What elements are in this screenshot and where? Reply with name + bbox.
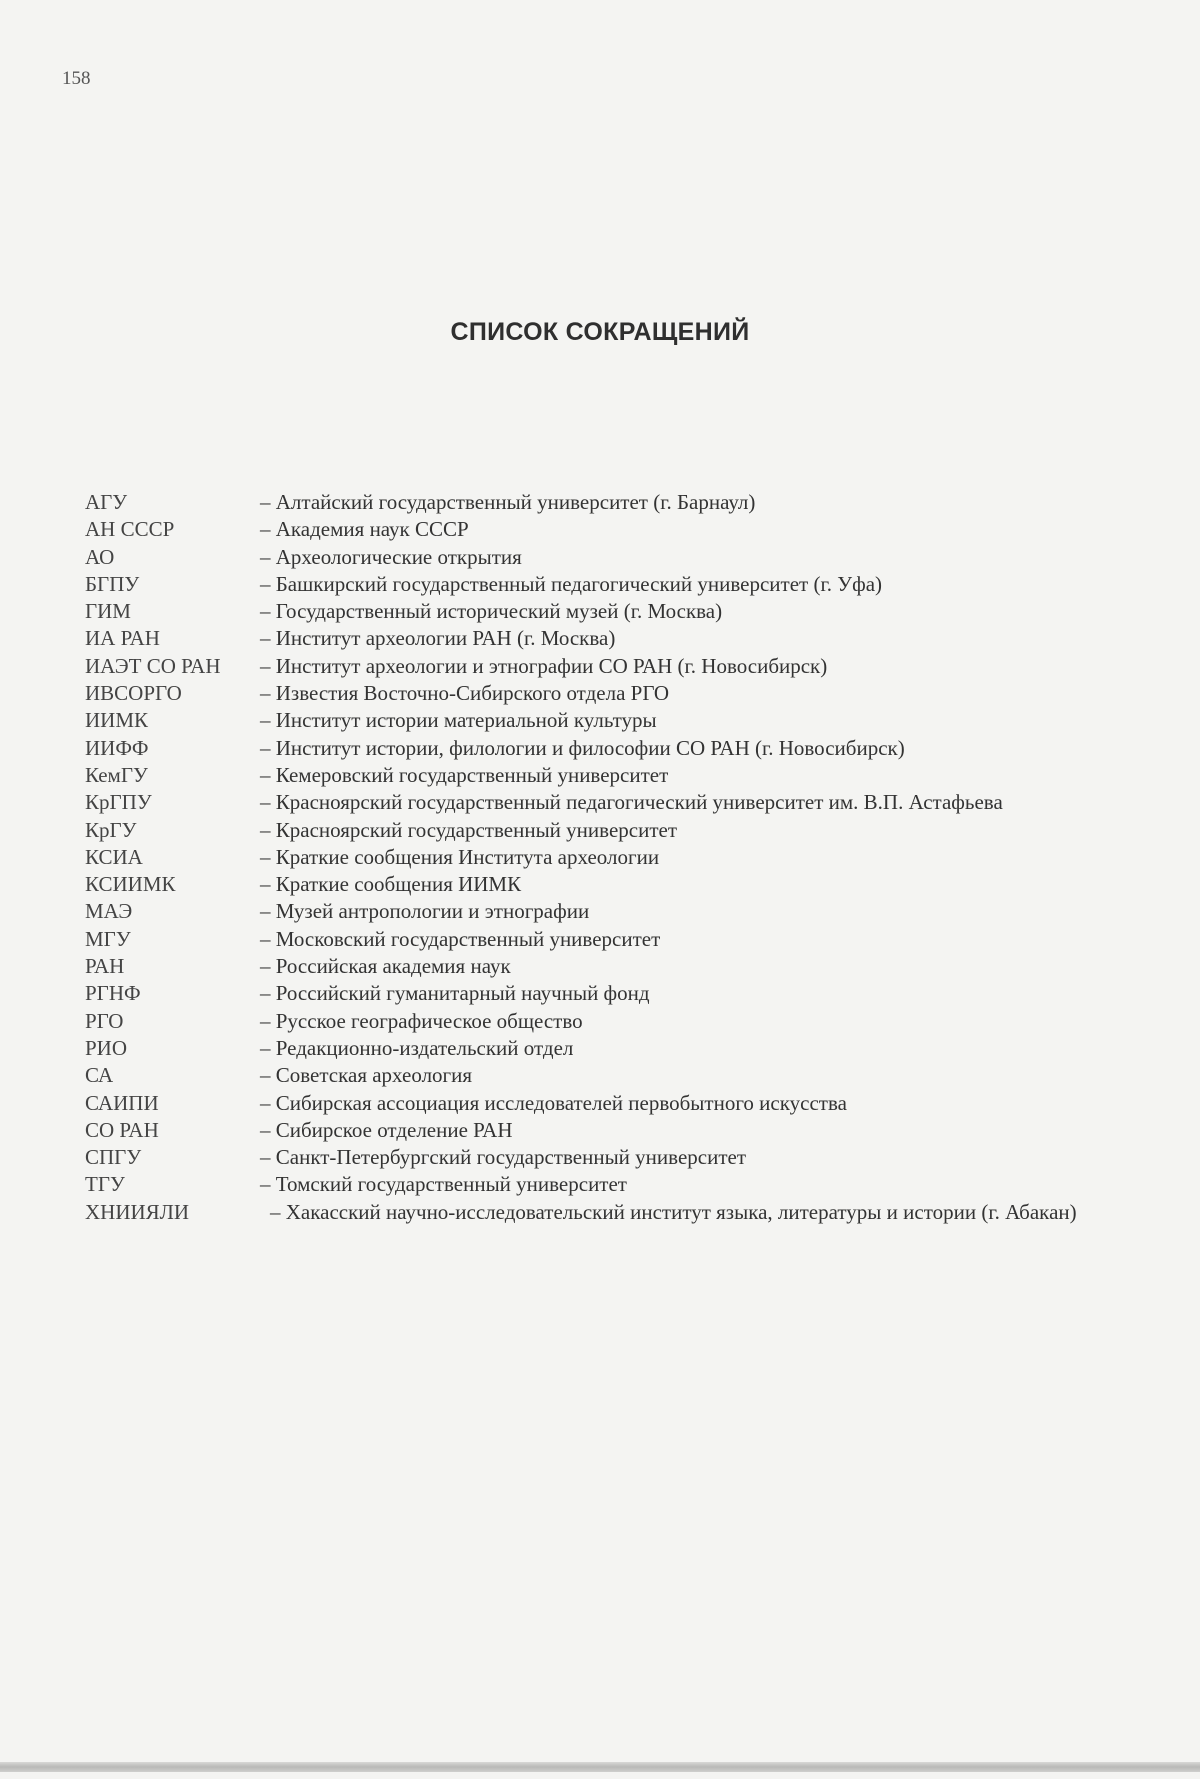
list-item <box>85 1199 1145 1226</box>
abbreviation-term: РГНФ <box>85 981 141 1006</box>
list-item <box>85 571 1145 598</box>
list-item <box>85 926 1145 953</box>
abbreviation-definition: – Государственный исторический музей (г. Москва) <box>260 599 723 624</box>
abbreviation-term: ХНИИЯЛИ <box>85 1199 190 1224</box>
list-item <box>85 1171 1145 1198</box>
abbreviation-term: ИИМК <box>85 708 149 733</box>
abbreviation-term: ИАЭТ СО РАН <box>85 653 221 678</box>
abbreviation-term: ИВСОРГО <box>85 681 182 706</box>
abbreviation-definition: – Российский гуманитарный научный фонд <box>260 981 650 1006</box>
list-item <box>85 653 1145 680</box>
abbreviation-term: САИПИ <box>85 1090 159 1115</box>
abbreviation-term: ИИФФ <box>85 735 149 760</box>
list-item <box>85 1144 1145 1171</box>
abbreviation-term: СПГУ <box>85 1145 142 1170</box>
abbreviation-definition: – Башкирский государственный педагогический университет (г. Уфа) <box>260 571 883 596</box>
abbreviation-list <box>85 489 1145 1226</box>
list-item <box>85 953 1145 980</box>
abbreviation-definition: – Известия Восточно-Сибирского отдела РГО <box>260 681 670 706</box>
list-item <box>85 1035 1145 1062</box>
abbreviation-definition: – Кемеровский государственный университет <box>260 762 669 787</box>
list-item <box>85 980 1145 1007</box>
abbreviation-definition: – Московский государственный университет <box>260 926 661 951</box>
abbreviation-definition: – Институт истории материальной культуры <box>260 708 657 733</box>
abbreviation-definition: – Томский государственный университет <box>260 1172 627 1197</box>
list-item <box>85 707 1145 734</box>
abbreviation-term: КСИА <box>85 844 143 869</box>
abbreviation-term: АО <box>85 544 115 569</box>
list-item <box>85 1090 1145 1117</box>
abbreviation-term: БГПУ <box>85 571 140 596</box>
abbreviation-term: МГУ <box>85 926 131 951</box>
abbreviation-definition: – Алтайский государственный университет (г. Барнаул) <box>260 490 756 514</box>
list-item <box>85 1008 1145 1035</box>
abbreviation-term: РГО <box>85 1008 124 1033</box>
bottom-scan-edge <box>0 1762 1200 1772</box>
abbreviation-term: АН СССР <box>85 517 175 542</box>
list-item <box>85 735 1145 762</box>
list-item <box>85 898 1145 925</box>
list-item <box>85 680 1145 707</box>
list-item <box>85 625 1145 652</box>
abbreviation-definition: – Академия наук СССР <box>260 517 469 542</box>
list-item <box>85 516 1145 543</box>
list-item <box>85 1117 1145 1144</box>
list-item <box>85 762 1145 789</box>
list-item <box>85 598 1145 625</box>
abbreviation-term: АГУ <box>85 490 128 514</box>
list-item <box>85 489 1145 516</box>
list-item <box>85 789 1145 816</box>
abbreviation-term: КемГУ <box>85 762 148 787</box>
abbreviation-definition: – Российская академия наук <box>260 954 511 979</box>
abbreviation-term: ИА РАН <box>85 626 160 651</box>
abbreviation-definition: – Краткие сообщения Института археологии <box>260 844 660 869</box>
list-item <box>85 844 1145 871</box>
abbreviation-definition: – Археологические открытия <box>260 544 522 569</box>
abbreviation-definition: – Хакасский научно-исследовательский институт языка, литературы и истории (г. Абакан) <box>270 1199 1077 1224</box>
abbreviation-term: СО РАН <box>85 1117 159 1142</box>
abbreviation-term: МАЭ <box>85 899 133 924</box>
abbreviation-definition: – Санкт-Петербургский государственный университет <box>260 1145 746 1170</box>
list-item <box>85 871 1145 898</box>
abbreviation-definition: – Редакционно-издательский отдел <box>260 1035 574 1060</box>
abbreviation-definition: – Сибирское отделение РАН <box>260 1117 513 1142</box>
abbreviation-term: СА <box>85 1063 114 1088</box>
abbreviation-term: РАН <box>85 954 125 979</box>
abbreviation-term: РИО <box>85 1035 128 1060</box>
abbreviation-definition: – Институт истории, филологии и философии СО РАН (г. Новосибирск) <box>260 735 905 760</box>
abbreviation-definition: – Советская археология <box>260 1063 473 1088</box>
abbreviation-definition: – Институт археологии и этнографии СО РАН (г. Новосибирск) <box>260 653 828 678</box>
abbreviation-definition: – Краткие сообщения ИИМК <box>260 872 522 897</box>
abbreviation-definition: – Русское географическое общество <box>260 1008 583 1033</box>
abbreviation-term: КрГУ <box>85 817 137 842</box>
list-item <box>85 544 1145 571</box>
abbreviation-term: КСИИМК <box>85 872 176 897</box>
page-title: СПИСОК СОКРАЩЕНИЙ <box>450 318 750 346</box>
abbreviation-definition: – Сибирская ассоциация исследователей первобытного искусства <box>260 1090 847 1115</box>
abbreviation-definition: – Музей антропологии и этнографии <box>260 899 590 924</box>
page-number: 158 <box>62 68 91 89</box>
abbreviation-definition: – Красноярский государственный университет <box>260 817 677 842</box>
list-item <box>85 817 1145 844</box>
abbreviation-term: ГИМ <box>85 599 131 624</box>
abbreviation-definition: – Институт археологии РАН (г. Москва) <box>260 626 616 651</box>
abbreviation-term: КрГПУ <box>85 790 152 815</box>
abbreviation-term: ТГУ <box>85 1172 125 1197</box>
abbreviation-definition: – Красноярский государственный педагогический университет им. В.П. Астафьева <box>260 790 1003 815</box>
list-item <box>85 1062 1145 1089</box>
